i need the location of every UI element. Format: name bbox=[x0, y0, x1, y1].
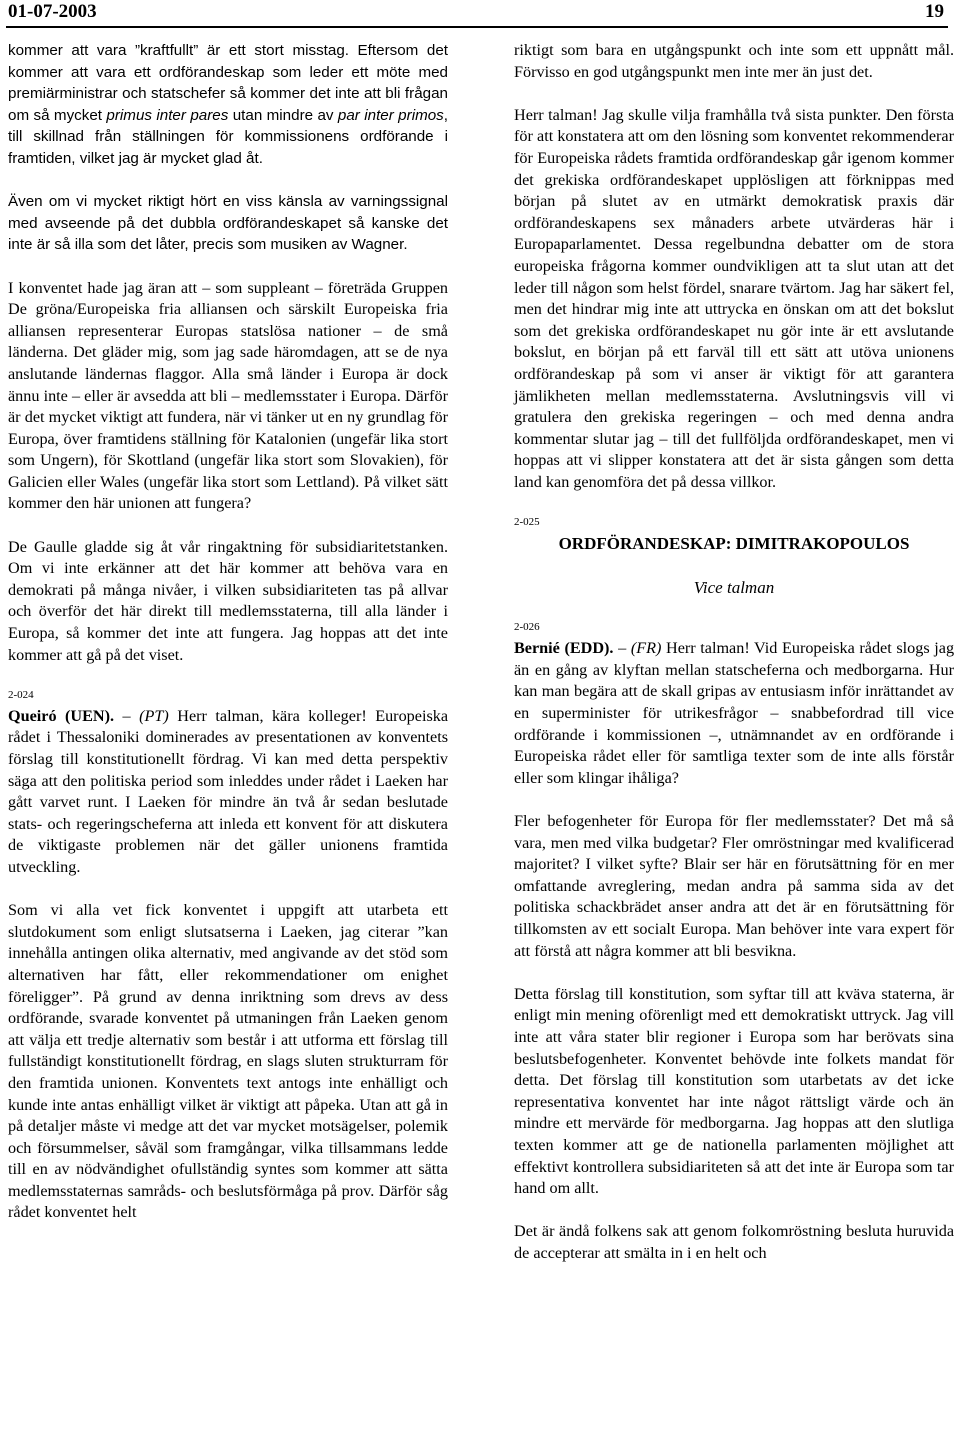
session-date: 01-07-2003 bbox=[8, 1, 97, 22]
text: Herr talman, kära kolleger! Europeiska rådet i Thessaloniki dominerades av presentationen av konventets förslag till konstitutionellt fördrag. Vi kan med detta perspektiv säga att den politiska period som inleddes under rådet i Laeken har gått varvet runt. I Laeken för mindre än två år sedan beslutade stats- och regeringscheferna att inleda ett konvent för att diskutera de viktigaste problemen när det gäller unionens framtida utveckling. bbox=[8, 706, 449, 876]
page-number: 19 bbox=[925, 1, 944, 22]
dash: – bbox=[122, 706, 131, 725]
speech-bernie-intro bbox=[514, 638, 954, 789]
page-header bbox=[6, 0, 948, 28]
chair-heading: ORDFÖRANDESKAP: DIMITRAKOPOULOS bbox=[558, 534, 910, 554]
speech-reference: 2-025 bbox=[514, 516, 540, 529]
speech-queiro-intro bbox=[8, 706, 448, 879]
speaker-name: Queiró (UEN). bbox=[8, 706, 115, 725]
left-column bbox=[8, 40, 448, 1246]
language-tag: (FR) bbox=[630, 639, 662, 658]
speaker-name: Bernié (EDD). bbox=[514, 639, 614, 658]
paragraph-folkomrostning: Det är ändå folkens sak att genom folkomröstning besluta huruvida de accepterar att smälta in i en helt och bbox=[514, 1222, 954, 1262]
paragraph-wagner: Även om vi mycket riktigt hört en viss känsla av varningssignal med avseende på det dubbla ordförandeskapet så kanske det inte är så illa som det låter, precis som musiken av Wagner. bbox=[8, 193, 448, 254]
italic-text: par inter primos bbox=[337, 106, 444, 124]
italic-text: primus inter pares bbox=[106, 106, 229, 124]
paragraph-befogenheter: Fler befogenheter för Europa för fler medlemsstater? Det må så vara, men med vilka budgetar? Fler omröstningar med kvalificerad majoritet? I vilket syfte? Blair ser här en förutsättning för en mer omfattande avreglering, medan andra på samma sida av det politiska schackbrädet anser andra att det är en förutsättning för tillkomsten av ett socialt Europa. Man behöver inte vara expert för att förstå att några kommer att bli besvikna. bbox=[514, 812, 954, 960]
paragraph-utgangspunkt: riktigt som bara en utgångspunkt och inte som ett uppnått mål. Förvisso en god utgångspunkt men inte mer än just det. bbox=[514, 41, 954, 81]
paragraph-laeken: Som vi alla vet fick konventet i uppgift att utarbeta ett slutdokument som enligt slutsatserna i Laeken, jag citerar ”kan innehålla antingen olika alternativ, med angivande av det stöd som alternativen har fått, eller rekommendationer om enighet föreligger”. På grund av denna inriktning som drevs av dess ordförande, svarade konventet på utmaningen från Laeken genom att välja ett tredje alternativ som består i att utforma ett förslag till fullständigt konstitutionellt fördrag, en slags sluten strukturram för den framtida unionen. Konventets text antogs inte enhälligt och kunde inte antas enhälligt vilket är viktigt att påpeka. Utan att gå in på detaljer måste vi medge att det var mycket motsägelser, polemik och försummelser, såväl som framgångar, vilka tillsammans ledde till en av nödvändighet ofullständig syntes som kommer att sätta medlemsstaternas samråds- och beslutsförmåga på prov. Därför såg rådet konventet helt bbox=[8, 901, 448, 1222]
paragraph-konventet: I konventet hade jag äran att – som suppleant – företräda Gruppen De gröna/Europeiska fria alliansen och särskilt Europeiska fria alliansen representerar Europas statslösa nationer – de små länderna. Det gläder mig, som jag sade häromdagen, att se de nya anslutande ländernas flaggor. Alla små länder i Europa är dock ännu inte – eller är avsedda att bli – medlemsstater i Europa. Därför är det mycket viktigt att fundera, när vi tänker ut en ny grundlag för Europa, över framtidens ställning för Katalonien (ungefär lika stort som Ungern), för Skottland (ungefär lika stort som Slovakien), för Galicien eller Wales (ungefär lika stort som Lettland). På vilket sätt kommer den här unionen att fungera? bbox=[8, 278, 448, 513]
paragraph-primus-inter-pares bbox=[8, 40, 448, 170]
paragraph-herr-talman: Herr talman! Jag skulle vilja framhålla två sista punkter. Den första för att konstatera att om den lösning som konventet rekommenderar för Europeiska rådets framtida ordförandeskap går igenom kommer det grekiska ordförandeskapet upplösligen att förknippas med början på slutet av en utmärkt demokratisk praxis där ordförandeskapens sex månaders arbete utvärderas här i Europaparlamentet. Dessa regelbundna debatter om de stora europeiska frågorna kommer oundvikligen att ta slut utan att det leder till någon som helst fördel, snarare tvärtom. Jag har säkert fel, men det hindrar mig inte att uttrycka en önskan om att det bokslut som det grekiska ordförandeskapet nu gör inte är ett avslutande bokslut, en början på ett farväl till ett sätt att utöva unionens ordförandeskap på som vi anser är viktigt för att garantera jämlikheten mellan medlemsstaterna. Avslutningsvis vill vi gratulera den grekiska regeringen – och med denna andra kommentar slutar jag – till det fullföljda ordförandeskapet, men vi hoppas att vi slipper konstatera att det är sista gången som detta land kan genomföra det på dessa villkor. bbox=[514, 105, 954, 491]
chair-subheading: Vice talman bbox=[693, 577, 775, 597]
language-tag: (PT) bbox=[139, 706, 169, 725]
speech-reference: 2-024 bbox=[8, 688, 34, 701]
dash: – bbox=[618, 639, 627, 658]
text: utan mindre av bbox=[228, 106, 338, 124]
speech-reference: 2-026 bbox=[514, 621, 540, 634]
text: , till skillnad från ställningen för kommissionens ordförande i framtiden, vilket jag är mycket glad åt. bbox=[8, 106, 448, 167]
paragraph-konstitution: Detta förslag till konstitution, som syftar till att kväva staterna, är enligt min mening oförenligt med ett demokratiskt uttryck. Jag vill inte att våra stater blir regioner i Europa som har berövats sina beslutsbefogenheter. Konventet behövde inte folkets mandat för detta. Det förslag till konstitution som utarbetats av det icke representativa konventet har inte något rättsligt värde och än mindre ett mervärde för medborgarna. Jag hoppas att den slutliga texten kommer att ge de nationella parlamenten möjlighet att effektivt kontrollera subsidiariteten så att det inte är Europa som tar hand om allt. bbox=[514, 984, 954, 1198]
paragraph-de-gaulle: De Gaulle gladde sig åt vår ringaktning för subsidiaritetstanken. Om vi inte erkänner att det här kommer att behöva vara en demokrati på många nivåer, i vilken subsidiariteten tas på allvar och överför det här direkt till medlemsstaterna, till alla länder i Europa, så kommer det inte att fungera. Jag hoppas att det inte kommer att gå på det viset. bbox=[8, 537, 448, 664]
text: Herr talman! Vid Europeiska rådet slogs jag än en gång av klyftan mellan statscheferna och medborgarna. Hur kan man begära att de skall gripas av entusiasm inför inrättandet av en superminister för utrikesfrågor – snabbefordrad till vice ordförande i kommissionen –, utnämnandet av en ordförande i Europeiska rådet eller för samtliga texter som de inte alls förstår eller som klingar ihåliga? bbox=[514, 639, 955, 787]
text: kommer att vara ”kraftfullt” är ett stort misstag. Eftersom det kommer att vara ett ordförandeskap som leder ett möte med premiärministrar och statschefer så kommer det inte att bli frågan om så mycket bbox=[8, 42, 448, 124]
right-column bbox=[514, 40, 954, 1264]
